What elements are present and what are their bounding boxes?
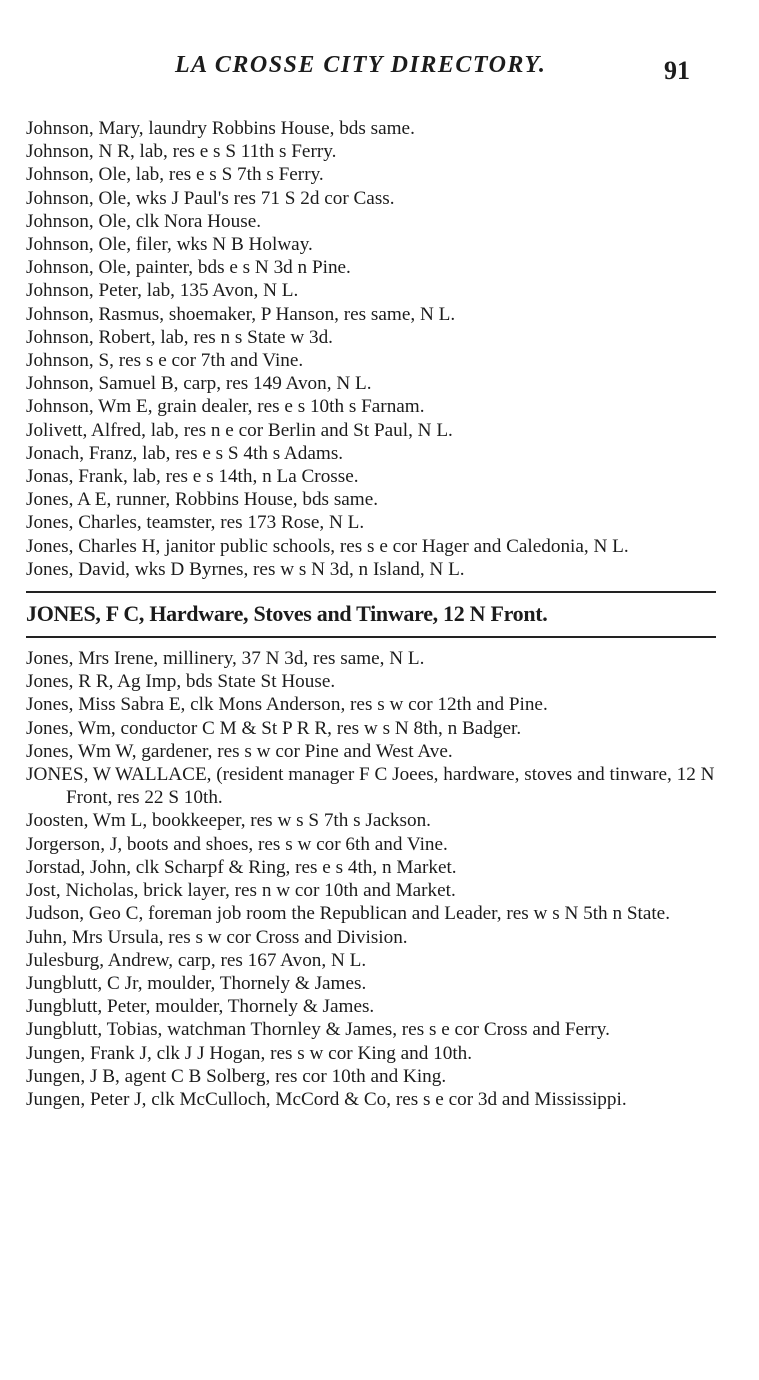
directory-entry: Jones, David, wks D Byrnes, res w s N 3d, n Island, N L. [26,558,465,580]
running-title: LA CROSSE CITY DIRECTORY. [175,52,547,78]
directory-entry: Juhn, Mrs Ursula, res s w cor Cross and Division. [26,926,408,948]
directory-entry: Jorgerson, J, boots and shoes, res s w cor 6th and Vine. [26,833,448,855]
directory-entry: Jungen, Peter J, clk McCulloch, McCord & Co, res s e cor 3d and Mississippi. [26,1088,627,1110]
directory-entry: Jungen, J B, agent C B Solberg, res cor 10th and King. [26,1065,447,1087]
directory-entry: Jones, Miss Sabra E, clk Mons Anderson, res s w cor 12th and Pine. [26,694,548,716]
directory-entry: Jonach, Franz, lab, res e s S 4th s Adams. [26,442,344,464]
directory-entry: Jungblutt, Peter, moulder, Thornely & James. [26,996,375,1018]
directory-entry: Jones, Charles, teamster, res 173 Rose, N L. [26,512,365,534]
entries-after-ad [26,647,716,1111]
directory-entry: Johnson, Ole, lab, res e s S 7th s Ferry. [26,164,324,186]
directory-entry: Jones, R R, Ag Imp, bds State St House. [26,671,336,693]
directory-entry: Jungen, Frank J, clk J J Hogan, res s w cor King and 10th. [26,1042,473,1064]
directory-entry: JONES, W WALLACE, (resident manager F C Joees, hardware, stoves and tinware, 12 N Front, res 22 S 10th. [26,764,715,809]
directory-entry: Julesburg, Andrew, carp, res 167 Avon, N L. [26,949,367,971]
directory-entry: Joosten, Wm L, bookkeeper, res w s S 7th s Jackson. [26,810,431,832]
directory-entry: Jonas, Frank, lab, res e s 14th, n La Crosse. [26,466,359,488]
directory-entry: Jungblutt, C Jr, moulder, Thornely & James. [26,972,367,994]
page-header [0,52,759,92]
directory-entry: Jones, Wm, conductor C M & St P R R, res w s N 8th, n Badger. [26,717,522,739]
directory-entry: Jones, Mrs Irene, millinery, 37 N 3d, res same, N L. [26,648,425,670]
directory-entry: Johnson, N R, lab, res e s S 11th s Ferry. [26,141,337,163]
directory-entry: Johnson, Ole, wks J Paul's res 71 S 2d cor Cass. [26,187,395,209]
entries-before-ad [26,117,716,581]
directory-entry: Johnson, Rasmus, shoemaker, P Hanson, res same, N L. [26,303,456,325]
directory-entry: Jost, Nicholas, brick layer, res n w cor 10th and Market. [26,880,456,902]
advertisement-banner: JONES, F C, Hardware, Stoves and Tinware, 12 N Front. [26,591,716,638]
directory-listing [26,117,716,1111]
directory-entry: Jorstad, John, clk Scharpf & Ring, res e s 4th, n Market. [26,856,457,878]
directory-entry: Johnson, Samuel B, carp, res 149 Avon, N L. [26,373,372,395]
directory-entry: Johnson, Wm E, grain dealer, res e s 10th s Farnam. [26,396,425,418]
page-number: 91 [664,56,690,85]
directory-entry: Jones, Charles H, janitor public schools, res s e cor Hager and Caledonia, N L. [26,535,629,557]
directory-entry: Johnson, Peter, lab, 135 Avon, N L. [26,280,299,302]
directory-entry: Johnson, Robert, lab, res n s State w 3d. [26,326,333,348]
directory-entry: Johnson, S, res s e cor 7th and Vine. [26,350,304,372]
directory-entry: Johnson, Ole, clk Nora House. [26,210,262,232]
directory-entry: Johnson, Ole, filer, wks N B Holway. [26,234,313,256]
directory-entry: Jones, Wm W, gardener, res s w cor Pine and West Ave. [26,740,453,762]
directory-entry: Johnson, Ole, painter, bds e s N 3d n Pine. [26,257,351,279]
directory-entry: Judson, Geo C, foreman job room the Republican and Leader, res w s N 5th n State. [26,903,670,925]
directory-entry: Jones, A E, runner, Robbins House, bds same. [26,489,379,511]
directory-entry: Jungblutt, Tobias, watchman Thornley & James, res s e cor Cross and Ferry. [26,1019,610,1041]
directory-entry: Johnson, Mary, laundry Robbins House, bds same. [26,118,415,139]
directory-entry: Jolivett, Alfred, lab, res n e cor Berlin and St Paul, N L. [26,419,453,441]
